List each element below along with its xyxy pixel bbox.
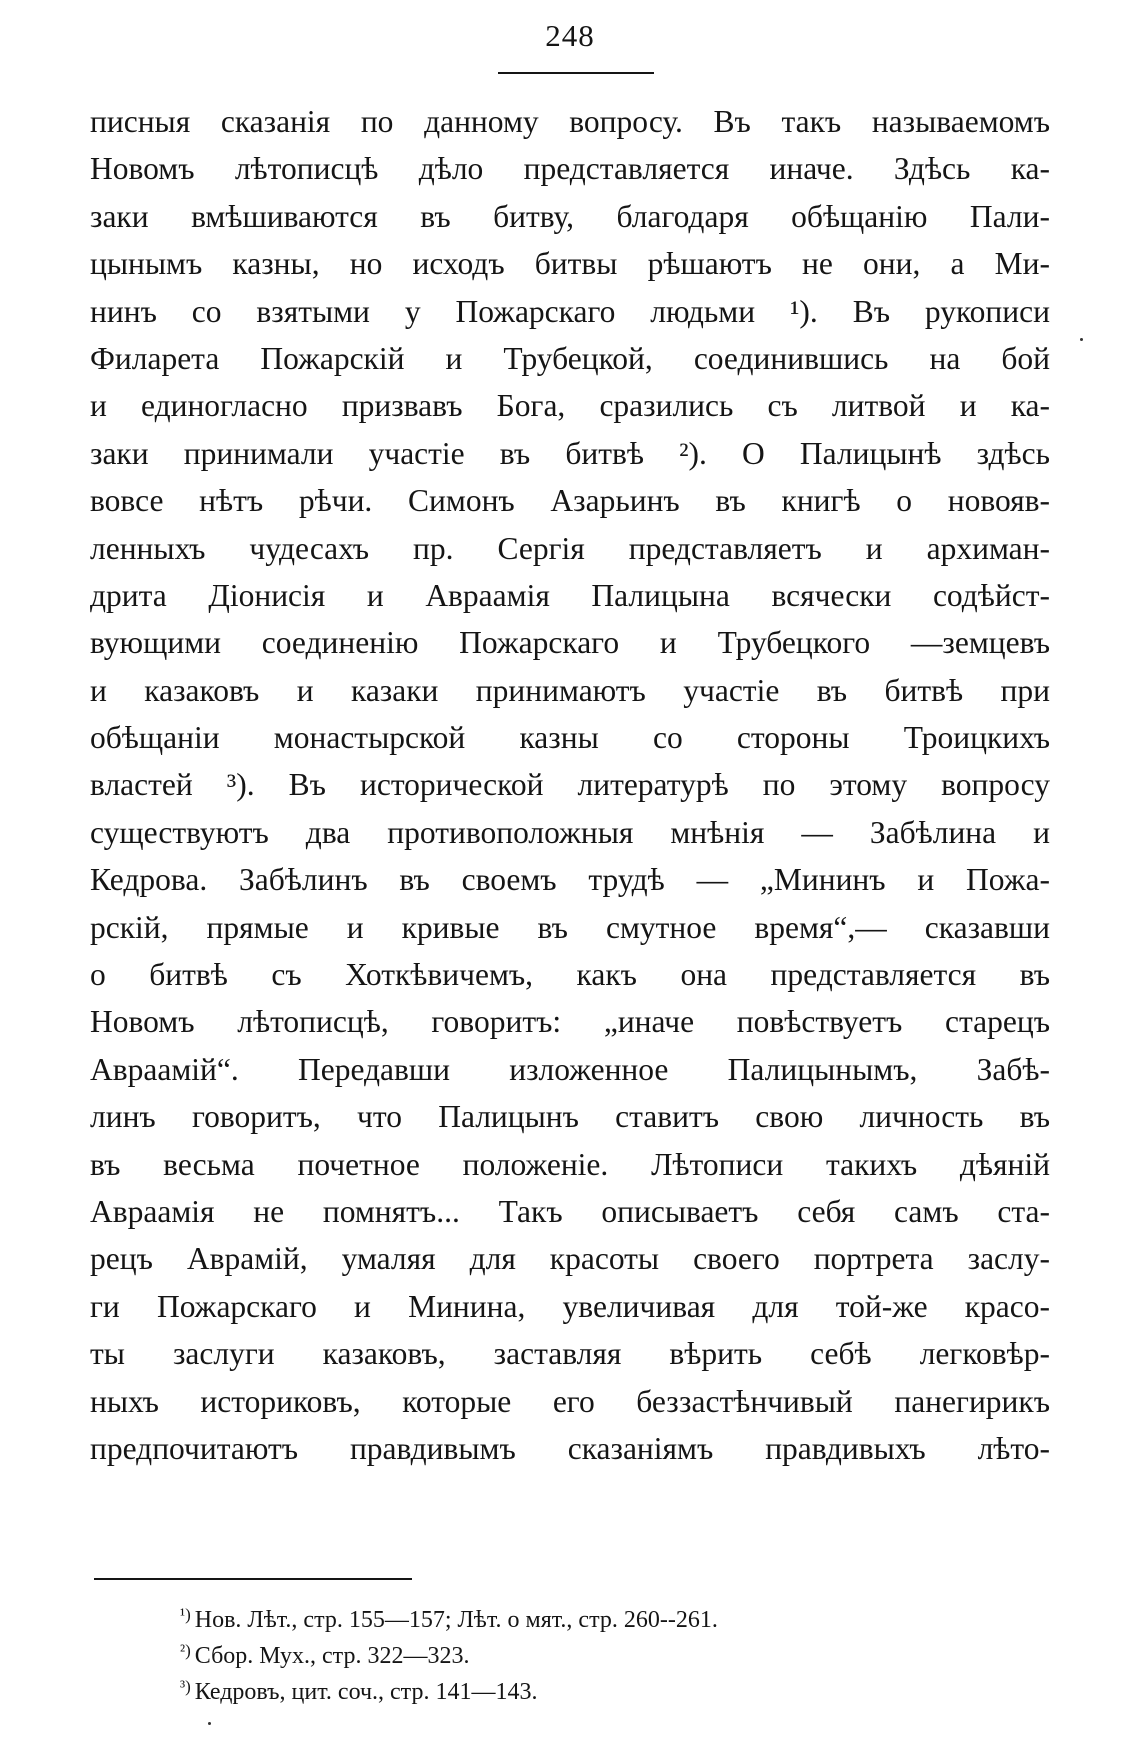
text-line: вующими соединенію Пожарскаго и Трубецкого —земцевъ: [90, 625, 1050, 661]
text-line: Новомъ лѣтописцѣ дѣло представляется иначе. Здѣсь ка-: [90, 151, 1050, 187]
text-line: рскій, прямые и кривые въ смутное время“,— сказавши: [90, 909, 1050, 945]
text-line: въ весьма почетное положеніе. Лѣтописи такихъ дѣяній: [90, 1146, 1050, 1182]
page-number: 248: [545, 18, 595, 53]
text-line: дрита Діонисія и Авраамія Палицына всячески содѣйст-: [90, 577, 1050, 613]
text-line: предпочитаютъ правдивымъ сказаніямъ правдивыхъ лѣто-: [90, 1430, 1050, 1466]
text-line: и единогласно призвавъ Бога, сразились съ литвой и ка-: [90, 388, 1050, 424]
body-text: [90, 98, 1050, 1472]
text-line: вовсе нѣтъ рѣчи. Симонъ Азарьинъ въ книгѣ о новояв-: [90, 483, 1050, 519]
text-line: обѣщаніи монастырской казны со стороны Троицкихъ: [90, 720, 1050, 756]
text-line: ты заслуги казаковъ, заставляя вѣрить себѣ легковѣр-: [90, 1336, 1050, 1372]
text-line: линъ говоритъ, что Палицынъ ставитъ свою личность въ: [90, 1099, 1050, 1135]
text-line: Авраамій“. Передавши изложенное Палицынымъ, Забѣ-: [90, 1051, 1050, 1087]
text-line: заки вмѣшиваются въ битву, благодаря обѣщанію Пали-: [90, 198, 1050, 234]
text-line: ныхъ историковъ, которые его беззастѣнчивый панегирикъ: [90, 1383, 1050, 1419]
text-line: Авраамія не помнятъ... Такъ описываетъ себя самъ ста-: [90, 1193, 1050, 1229]
footnote-marker: ²): [180, 1641, 191, 1660]
text-line: о битвѣ съ Хоткѣвичемъ, какъ она представляется въ: [90, 957, 1050, 993]
footnote: [180, 1633, 1040, 1669]
text-line: цынымъ казны, но исходъ битвы рѣшаютъ не они, а Ми-: [90, 246, 1050, 282]
text-line: рецъ Аврамій, умаляя для красоты своего портрета заслу-: [90, 1241, 1050, 1277]
print-speck: [1080, 338, 1083, 341]
text-line: властей ³). Въ исторической литературѣ по этому вопросу: [90, 767, 1050, 803]
text-line: ги Пожарскаго и Минина, увеличивая для той-же красо-: [90, 1288, 1050, 1324]
footnote-divider: [94, 1578, 412, 1580]
text-line: писныя сказанія по данному вопросу. Въ такъ называемомъ: [90, 104, 1050, 139]
footnote: [180, 1669, 1040, 1705]
footnote-text: Кедровъ, цит. соч., стр. 141—143.: [194, 1679, 538, 1705]
footnote-marker: ¹): [180, 1605, 191, 1624]
page-number-underline: [498, 72, 654, 74]
footnote-text: Нов. Лѣт., стр. 155—157; Лѣт. о мят., стр. 260--261.: [194, 1607, 718, 1633]
footnote-text: Сбор. Мух., стр. 322—323.: [194, 1643, 470, 1669]
text-line: и казаковъ и казаки принимаютъ участіе въ битвѣ при: [90, 672, 1050, 708]
text-line: Новомъ лѣтописцѣ, говоритъ: „иначе повѣствуетъ старецъ: [90, 1004, 1050, 1040]
footnote-marker: ³): [180, 1677, 191, 1696]
text-line: заки принимали участіе въ битвѣ ²). О Палицынѣ здѣсь: [90, 435, 1050, 471]
text-line: Филарета Пожарскій и Трубецкой, соединившись на бой: [90, 340, 1050, 376]
print-speck: [208, 1722, 211, 1725]
footnote: [180, 1597, 1040, 1633]
text-line: ленныхъ чудесахъ пр. Сергія представляетъ и архиман-: [90, 530, 1050, 566]
text-line: нинъ со взятыми у Пожарскаго людьми ¹). Въ рукописи: [90, 293, 1050, 329]
footnotes: [180, 1597, 1040, 1705]
text-line: существуютъ два противоположныя мнѣнія — Забѣлина и: [90, 814, 1050, 850]
text-line: Кедрова. Забѣлинъ въ своемъ трудѣ — „Мининъ и Пожа-: [90, 862, 1050, 898]
